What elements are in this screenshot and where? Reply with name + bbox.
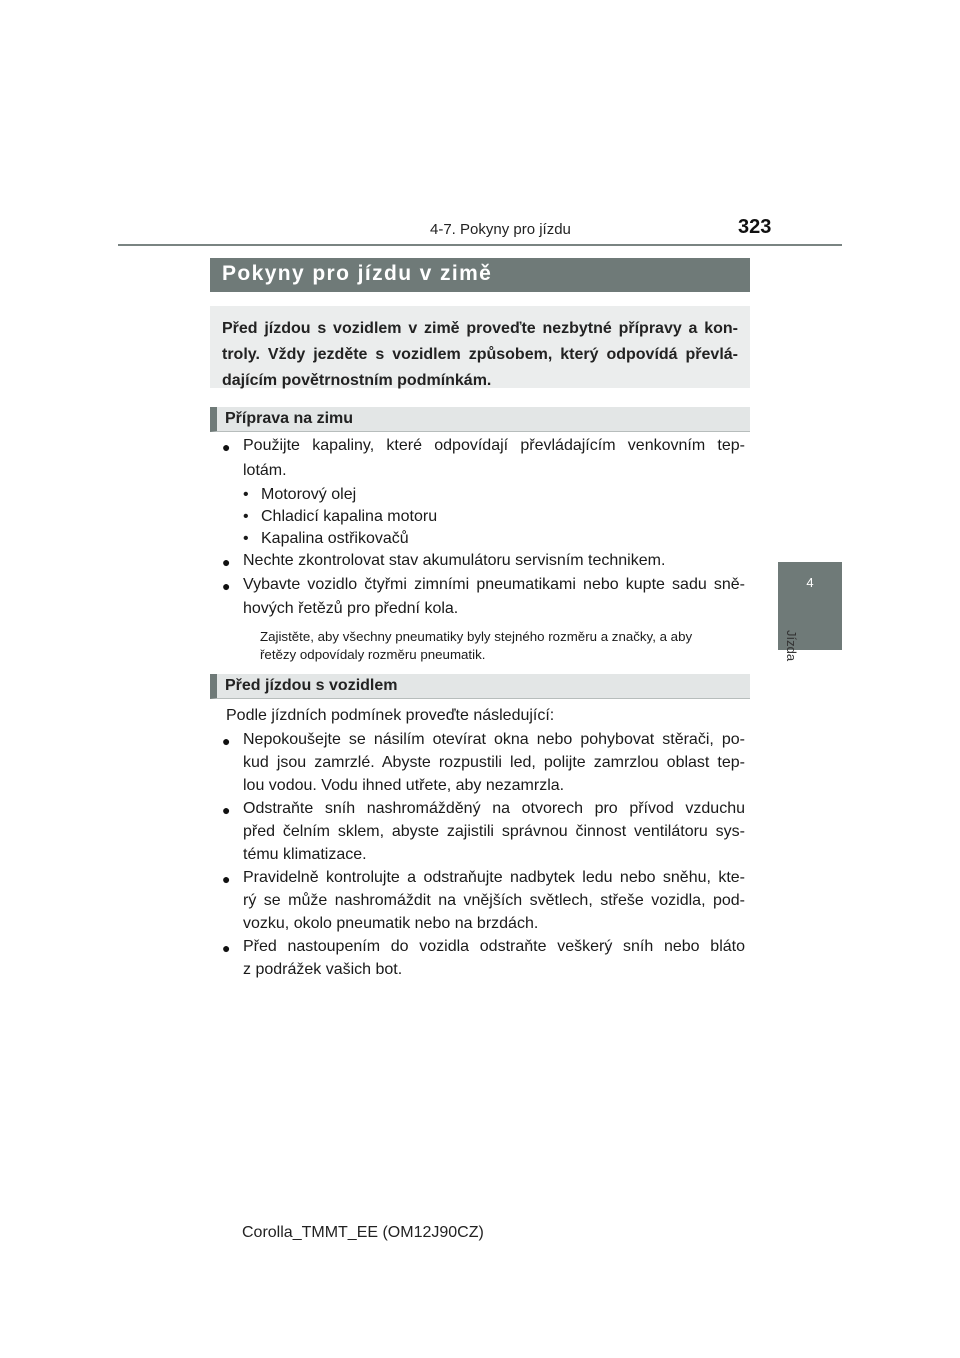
- list-item-text: hových řetězů pro přední kola.: [243, 600, 459, 617]
- intro-line: dajícím povětrnostním podmínkám.: [222, 372, 492, 389]
- list-item-text: Nepokoušejte se násilím otevírat okna nebo pohybovat stěrači, po-: [243, 731, 745, 748]
- list-item-text: tému klimatizace.: [243, 846, 367, 863]
- list-item-text: Vybavte vozidlo čtyřmi zimními pneumatikami nebo kupte sadu sně-: [243, 576, 745, 593]
- bullet-icon: ●: [222, 578, 231, 594]
- list-item-text: lotám.: [243, 462, 287, 479]
- bullet-icon: ●: [222, 439, 231, 455]
- header-divider: [118, 244, 842, 246]
- bullet-icon: ●: [222, 871, 231, 887]
- section-heading-before-driving: Před jízdou s vozidlem: [210, 674, 750, 699]
- intro-line: troly. Vždy jezděte s vozidlem způsobem, který odpovídá převlá-: [222, 346, 738, 363]
- chapter-number: 4: [806, 575, 814, 590]
- chapter-label: Jízda: [784, 630, 799, 662]
- page-number: 323: [738, 216, 772, 238]
- bullet-icon: ●: [222, 733, 231, 749]
- list-item-text: Použijte kapaliny, které odpovídají převládajícím venkovním tep-: [243, 437, 745, 454]
- note-text: Zajistěte, aby všechny pneumatiky byly stejného rozměru a značky, a aby: [260, 629, 693, 644]
- list-item-text: lou vodou. Vodu ihned utřete, aby nezamrzla.: [243, 777, 565, 794]
- list-item-text: z podrážek vašich bot.: [243, 961, 403, 978]
- list-item-text: kud jsou zamrzlé. Abyste rozpustili led, polijte zamrzlou oblast tep-: [243, 754, 745, 771]
- list-item-text: Odstraňte sníh nashromážděný na otvorech pro přívod vzduchu: [243, 800, 745, 817]
- sub-list-item: • Chladicí kapalina motoru: [243, 508, 438, 525]
- list-item-text: Nechte zkontrolovat stav akumulátoru servisním technikem.: [243, 552, 666, 569]
- sub-list-item: • Motorový olej: [243, 486, 357, 503]
- list-item-text: vozku, okolo pneumatik nebo na brzdách.: [243, 915, 539, 932]
- bullet-icon: ●: [222, 554, 231, 570]
- intro-line: Před jízdou s vozidlem v zimě proveďte nezbytné přípravy a kon-: [222, 320, 738, 337]
- list-item-text: rý se může nashromáždit na vnějších světlech, střeše vozidla, pod-: [243, 892, 745, 909]
- note-text: řetězy odpovídaly rozměru pneumatik.: [260, 647, 486, 662]
- footer-model-code: Corolla_TMMT_EE (OM12J90CZ): [242, 1224, 484, 1241]
- bullet-icon: ●: [222, 940, 231, 956]
- page-title: Pokyny pro jízdu v zimě: [210, 258, 750, 292]
- sub-list-item: • Kapalina ostřikovačů: [243, 530, 409, 547]
- section-title: 4-7. Pokyny pro jízdu: [430, 221, 571, 238]
- list-item-text: před čelním sklem, abyste zajistili správnou činnost ventilátoru sys-: [243, 823, 745, 840]
- section-heading-winter-prep: Příprava na zimu: [210, 407, 750, 432]
- list-item-text: Před nastoupením do vozidla odstraňte veškerý sníh nebo bláto: [243, 938, 745, 955]
- bullet-icon: ●: [222, 802, 231, 818]
- section-intro-text: Podle jízdních podmínek proveďte následující:: [226, 707, 555, 724]
- intro-box: [210, 306, 750, 388]
- list-item-text: Pravidelně kontrolujte a odstraňujte nadbytek ledu nebo sněhu, kte-: [243, 869, 745, 886]
